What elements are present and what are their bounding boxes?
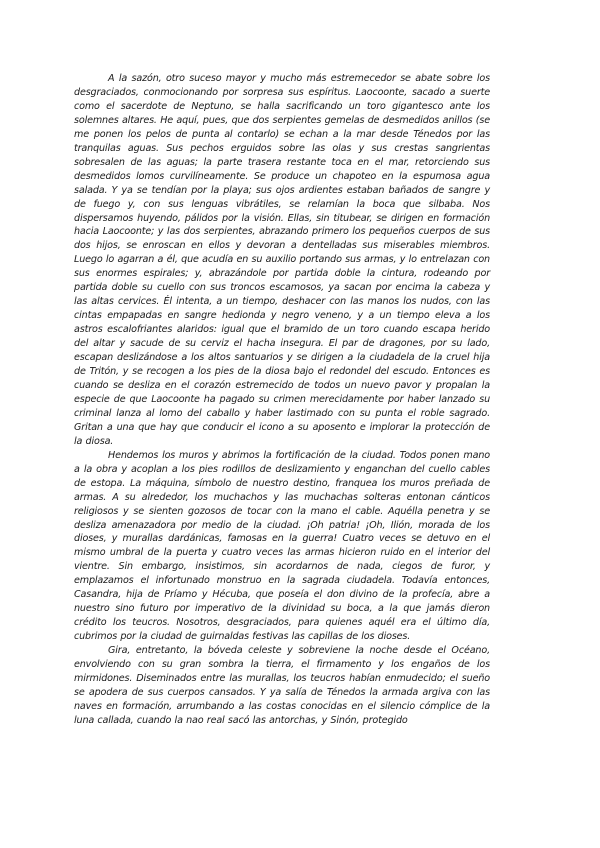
document-page xyxy=(74,72,490,728)
paragraph-laocoonte: A la sazón, otro suceso mayor y mucho más estremecedor se abate sobre los desgraciados, conmocionando por sorpresa sus espíritus. Laocoonte, sacado a suerte como el sacerdote de Neptuno, se halla sacrificando un toro gigantesco ante los solemnes altares. He aquí, pues, que dos serpientes gemelas de desmedidos anillos (se me ponen los pelos de punta al contarlo) se echan a la mar desde Ténedos por las tranquilas aguas. Sus pechos erguidos sobre las olas y sus crestas sangrientas sobresalen de las aguas; la parte trasera restante toca en el mar, retorciendo sus desmedidos lomos curvilíneamente. Se produce un chapoteo en la espumosa agua salada. Y ya se tendían por la playa; sus ojos ardientes estaban bañados de sangre y de fuego y, con sus lenguas vibrátiles, se relamían la boca que silbaba. Nos dispersamos huyendo, pálidos por la visión. Ellas, sin titubear, se dirigen en formación hacia Laocoonte; y las dos serpientes, abrazando primero los pequeños cuerpos de sus dos hijos, se enroscan en ellos y devoran a dentelladas sus miserables miembros. Luego lo agarran a él, que acudía en su auxilio portando sus armas, y lo entrelazan con sus enormes espirales; y, abrazándole por partida doble la cintura, rodeando por partida doble su cuello con sus troncos escamosos, ya sacan por encima la cabeza y las altas cervices. Él intenta, a un tiempo, deshacer con las manos los nudos, con las cintas empapadas en sangre hedionda y negro veneno, y a un tiempo eleva a los astros escalofriantes alaridos: igual que el bramido de un toro cuando escapa herido del altar y sacude de su cerviz el hacha insegura. El par de dragones, por su lado, escapan deslizándose a los altos santuarios y se dirigen a la ciudadela de la cruel hija de Tritón, y se recogen a los pies de la diosa bajo el redondel del escudo. Entonces es cuando se desliza en el corazón estremecido de todos un nuevo pavor y propalan la especie de que Laocoonte ha pagado su crimen merecidamente por haber lanzado su criminal lanza al lomo del caballo y haber lastimado con su punta el roble sagrado. Gritan a una que hay que conducir el icono a su aposento e implorar la protección de la diosa. xyxy=(74,73,490,447)
paragraph-noche: Gira, entretanto, la bóveda celeste y sobreviene la noche desde el Océano, envolviendo con su gran sombra la tierra, el firmamento y los engaños de los mirmidones. Diseminados entre las murallas, los teucros habían enmudecido; el sueño se apodera de sus cuerpos cansados. Y ya salía de Ténedos la armada argiva con las naves en formación, arrumbando a las costas conocidas en el silencio cómplice de la luna callada, cuando la nao real sacó las antorchas, y Sinón, protegido xyxy=(74,645,490,726)
paragraph-entrada-caballo: Hendemos los muros y abrimos la fortificación de la ciudad. Todos ponen mano a la obra y acoplan a los pies rodillos de deslizamiento y enganchan del cuello cables de estopa. La máquina, símbolo de nuestro destino, franquea los muros preñada de armas. A su alrededor, los muchachos y las muchachas solteras entonan cánticos religiosos y se sienten gozosos de tocar con la mano el cable. Aquélla penetra y se desliza amenazadora por medio de la ciudad. ¡Oh patria! ¡Oh, Ilión, morada de los dioses, y murallas dardánicas, famosas en la guerra! Cuatro veces se detuvo en el mismo umbral de la puerta y cuatro veces las armas hicieron ruido en el interior del vientre. Sin embargo, insistimos, sin acordarnos de nada, ciegos de furor, y emplazamos el infortunado monstruo en la sagrada ciudadela. Todavía entonces, Casandra, hija de Príamo y Hécuba, que poseía el don divino de la profecía, abre a nuestro sino futuro por imperativo de la divinidad su boca, a la que jamás dieron crédito los teucros. Nosotros, desgraciados, para quienes aquél era el último día, cubrimos por la ciudad de guirnaldas festivas las capillas de los dioses. xyxy=(74,449,490,643)
